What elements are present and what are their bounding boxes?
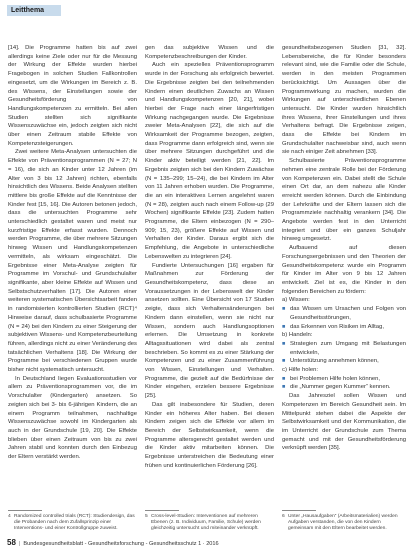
bullet-square-icon: ■: [282, 384, 286, 391]
list-item: [282, 357, 406, 366]
body-paragraph: Das gilt insbesondere für Studien, deren Kinder ein höheres Alter haben. Bei diesen Kindern zeigen sich die Effekte vor allem im Bereich der Selbstwirksamkeit, wenn die Programme altersgerecht gestaltet werden und die Kinder aktiv mitarbeiten können. Die Ergebnisse unterstreichen die Bedeutung einer frühen und kontinuierlichen Förderung [26].: [145, 401, 274, 469]
footnote-number: 5: [145, 514, 148, 519]
journal-citation: Bundesgesundheitsblatt - Gesundheitsforschung - Gesundheitsschutz 1 · 2016: [23, 541, 219, 547]
footnote-4: [8, 510, 137, 533]
bullet-square-icon: ■: [282, 375, 286, 382]
footnote-text: Cross-level-Studien: Interventionen auf mehreren Ebenen (z. B. Individuum, Familie, Schule) werden gleichzeitig untersucht und miteinander verknüpft.: [151, 514, 261, 532]
footnote-rule: [8, 510, 42, 511]
section-label: Leitthema: [7, 5, 61, 16]
goal-list: [282, 296, 406, 392]
body-paragraph: Zwei weitere Meta-Analysen untersuchten die Effekte von Präventionsprogrammen (N = 27; N = 16), die sich an Kinder unter 12 Jahren (im Alter von 3 bis 12 Jahren) richten, ebenfalls hinsichtlich des Wissens. Beide Analysen stellten mittlere bis große Effekte auf die Kenntnisse der Kinder fest [15, 16]. Die Autoren betonen jedoch, dass die untersuchten Programme sehr unterschiedlich gestaltet waren und meist nur kurzfristige Effekte erfasst wurden. Dennoch werden Programme, die über mehrere Sitzungen hinweg Wissen und Handlungskompetenzen vermitteln, als wirksam eingeschätzt. Die Ergebnisse einer Meta-Analyse zeigten für Programme im Vorschul- und Grundschulalter signifikante, aber kleine Effekte auf Wissen und Selbstschutzverhalten [17]. Die Autoren einer weiteren systematischen Übersichtsarbeit fanden in randomisierten kontrollierten Studien (RCT)⁴ Hinweise darauf, dass schulbasierte Programme (N = 24) bei den Kindern zu einer Steigerung der subjektiven Wissens- und Kompetenzbeurteilung führen, allerdings nicht zu einer Veränderung des tatsächlichen Verhaltens [18]. Die Wirkung der Programme bei verschiedenen Gruppen wurde bisher nicht systematisch untersucht.: [8, 149, 137, 374]
footnote-5: [145, 510, 274, 533]
list-item: [282, 340, 406, 357]
footnote-rule: [145, 510, 179, 511]
list-item: [282, 323, 406, 332]
list-item: [282, 383, 406, 392]
list-item-text: die „Nummer gegen Kummer“ kennen.: [290, 384, 391, 391]
list-item: [282, 375, 406, 384]
body-paragraph: gen das subjektive Wissen und die Kompetenzbeschreibungen der Kinder.: [145, 45, 274, 60]
list-group-label: b) Handeln:: [282, 332, 313, 339]
list-item-text: Strategien zum Umgang mit Belastungen entwickeln,: [290, 340, 406, 356]
bullet-square-icon: ■: [282, 358, 286, 365]
footnote-text: Unter „Hausaufgaben“ (Arbeitsmaterialien) werden Aufgaben verstanden, die von den Kindern gemeinsam mit den Eltern bearbeitet werden.: [288, 514, 398, 532]
text-column-3: [282, 44, 406, 506]
body-paragraph: Aufbauend auf diesen Forschungsergebnissen und den Theorien der Gesundheitskompetenz wurde ein Programm für Kinder im Alter von 9 bis 12 Jahren entwickelt. Ziel ist es, die Kinder in den folgenden Bereichen zu fördern:: [282, 245, 406, 295]
bullet-square-icon: ■: [282, 323, 286, 330]
body-paragraph: Auch ein spezielles Präventionsprogramm wurde in der Forschung als erfolgreich bewertet. Die Ergebnisse zeigten bei den teilnehmenden Kindern einen deutlichen Zuwachs an Wissen und Handlungskompetenzen [20, 21], wobei hierbei der Frage nach einer längerfristigen Wirkung nachgegangen wurde. Die Ergebnisse zweier Meta-Analysen [22], die sich auf die Wirksamkeit der Programme bezogen, zeigten, dass Programme dann erfolgreich sind, wenn sie über mehrere Sitzungen durchgeführt und die Kinder aktiv beteiligt werden [21, 22]. Im Ergebnis zeigten sich bei den Kindern Zuwächse (N = 135–299; 15–24), die bei Kindern im Alter von 11 Jahren erhoben wurden. Die Programme, die an ein interaktives Lernen angelehnt waren (N = 28), zeigten auch nach einem Follow-up (29 Wochen) signifikante Effekte [23]. Zudem hatten Programme, die Eltern einbezogen (N = 290–909; 15, 23), größere Effekte auf Wissen und Verhalten der Kinder. Daraus ergibt sich die Empfehlung, die Angebote in unterschiedliche Lebenswelten zu integrieren [24].: [145, 62, 274, 260]
bullet-square-icon: ■: [282, 306, 286, 313]
list-group-label: c) Hilfe holen:: [282, 367, 319, 374]
list-group-label: a) Wissen:: [282, 297, 310, 304]
body-paragraph: In Deutschland liegen Evaluationsstudien vor allem zu Präventionsprogrammen vor, die im Vorschulalter (Kindergarten) ansetzen. So zeigten sich bei 3- bis 6-jährigen Kindern, die an einem Programm teilnahmen, nachhaltige Wissenszuwächse sowohl im Kindergarten als auch in der Grundschule [19, 20]. Die Effekte blieben über einen Zeitraum von bis zu zwei Jahren stabil und konnten durch den Einbezug der Eltern verstärkt werden.: [8, 375, 137, 461]
footnote-6: [282, 510, 406, 533]
list-item-text: das Wissen um Ursachen und Folgen von Gesundheitsstörungen,: [290, 306, 406, 321]
text-column-2: [145, 44, 274, 506]
body-paragraph: Das Jahresziel sollen Wissen und Kompetenzen im Bereich Gesundheit sein. Im Mittelpunkt stehen dabei die Aspekte der Selbstwirksamkeit und der Kommunikation, die im Unterricht der Grundschule zum Thema gemacht und mit der Gesundheitsförderung verknüpft werden [35].: [282, 393, 406, 452]
list-item-text: bei Problemen Hilfe holen können,: [290, 375, 381, 382]
footer-separator: |: [18, 541, 21, 547]
page-footer: [7, 538, 407, 547]
footnote-rule: [282, 510, 316, 511]
body-paragraph: [14]. Die Programme hatten bis auf zwei allerdings keine Ziele oder nur für die Messung der Wirkung der Effekte wurden hierbei Fragebogen in solchen Studien Fallkontrollen eingesetzt, um die Wirkungen im Bereich z. B. des Wissens, der Einstellungen sowie der Gesundheitsförderung von Handlungskompetenzen zu ermitteln. Bei allen Studien stellten sich signifikante Wissenszuwächse ein, jedoch zeigten sich nicht über einen Zeitraum stabile Effekte von Kompetenzsteigerungen.: [8, 45, 137, 147]
bullet-square-icon: ■: [282, 340, 286, 347]
list-item-text: Unterstützung annehmen können,: [290, 358, 379, 365]
list-item: [282, 305, 406, 322]
list-item-text: das Erkennen von Risiken im Alltag,: [290, 323, 384, 330]
text-column-1: [8, 44, 137, 506]
page-number: 58: [7, 538, 16, 547]
body-paragraph: Fundierte Untersuchungen [16] ergaben für Maßnahmen zur Förderung der Gesundheitskompetenz, dass diese an Voraussetzungen in der Lebenswelt der Kinder ansetzen sollten. Eine Übersicht von 17 Studien zeigte, dass sich Verhaltensänderungen bei Kindern dann einstellen, wenn sie nicht nur Wissen, sondern auch Handlungsoptionen erlernen. Die Umsetzung in konkrete Alltagssituationen wird dabei als zentral beschrieben. So kommt es zu einer Stärkung der Kompetenzen und zu einer Zusammenführung von Wissen, Einstellungen und Verhalten. Programme, die gezielt auf die Bedürfnisse der Kinder eingehen, erzielen bessere Ergebnisse [25].: [145, 262, 274, 400]
footnote-number: 4: [8, 514, 11, 519]
footnote-text: Randomized controlled trials (RCT): Studiendesign, das die Probanden nach dem Zufallsprinzip einer Interventions- und einer Kontrollgruppe zuweist.: [14, 514, 135, 532]
body-paragraph: Schulbasierte Präventionsprogramme nehmen eine zentrale Rolle bei der Förderung von Kompetenzen ein. Dabei stellt die Schule einen Ort dar, an dem nahezu alle Kinder erreicht werden können. Durch die Einbindung der Lehrkräfte und der Eltern lassen sich die Programmziele nachhaltig verankern [34]. Die Angebote werden fest in den Unterricht integriert und über ein ganzes Schuljahr hinweg umgesetzt.: [282, 158, 406, 243]
footnote-number: 6: [282, 514, 285, 519]
body-paragraph: gesundheitsbezogenen Studien [31, 32]. Lebensbereiche, die für Kinder besonders relevant sind, wie die Familie oder die Schule, werden in den meisten Programmen berücksichtigt. Um Aussagen über die Programmwirkung zu machen, wurden die Wirkungen auf unterschiedlichen Ebenen untersucht. Die Kinder wurden hinsichtlich ihres Wissens, ihrer Einstellungen und ihres Verhaltens befragt. Die Ergebnisse zeigen, dass die Effekte bei Kindern im Grundschulalter nachweisbar sind, auch wenn sie nach einiger Zeit abnehmen [33].: [282, 45, 406, 156]
